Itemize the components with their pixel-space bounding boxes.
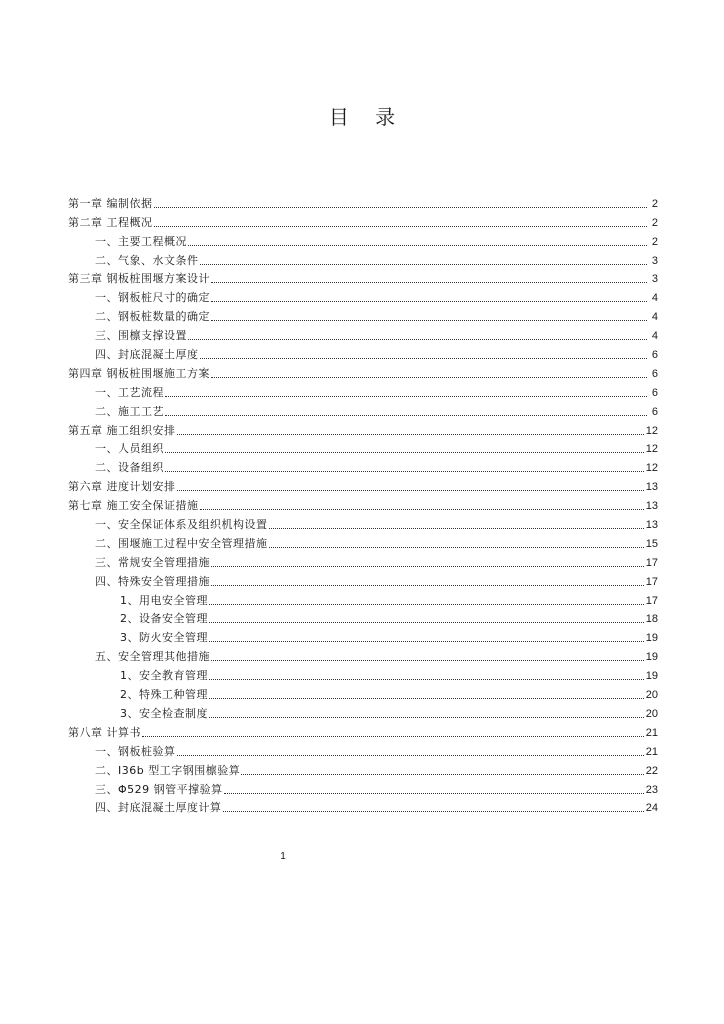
toc-dot-leader [269,528,644,529]
toc-dot-leader [209,604,644,605]
toc-entry-page: 3 [651,254,658,267]
toc-entry-label: 第一章 编制依据 [68,196,153,210]
toc-entry[interactable] [68,438,658,457]
toc-entry-page: 21 [645,745,658,758]
toc-entry[interactable] [68,759,658,778]
toc-dot-leader [269,547,644,548]
toc-entry-label: 五、安全管理其他措施 [95,650,210,664]
page-title: 目 录 [328,105,406,129]
toc-dot-leader [200,358,648,359]
toc-dot-leader [200,264,648,265]
toc-entry[interactable] [68,645,658,664]
toc-entry-label: 第七章 施工安全保证措施 [68,499,199,513]
toc-entry[interactable] [68,230,658,249]
toc-entry-label: 三、常规安全管理措施 [95,555,210,569]
toc-entry[interactable] [68,589,658,608]
toc-entry-page: 23 [645,783,658,796]
page-number: 1 [280,851,286,862]
toc-dot-leader [177,755,644,756]
toc-entry[interactable] [68,532,658,551]
toc-entry[interactable] [68,268,658,287]
toc-entry-page: 17 [645,575,658,588]
toc-dot-leader [211,377,647,378]
toc-entry-label: 三、Φ529 钢管平撑验算 [95,782,223,796]
toc-entry-label: 第八章 计算书 [68,725,141,739]
toc-entry-page: 17 [645,556,658,569]
toc-entry[interactable] [68,381,658,400]
toc-entry-label: 第六章 进度计划安排 [68,480,176,494]
toc-entry-page: 21 [645,726,658,739]
toc-dot-leader [211,566,644,567]
toc-entry-label: 2、特殊工种管理 [120,688,208,702]
toc-entry[interactable] [68,778,658,797]
toc-entry[interactable] [68,797,658,816]
toc-entry-page: 6 [651,349,658,362]
toc-dot-leader [165,396,647,397]
toc-entry-page: 19 [645,670,658,683]
toc-entry[interactable] [68,324,658,343]
toc-entry-page: 12 [645,424,658,437]
toc-entry-page: 12 [645,443,658,456]
toc-dot-leader [177,434,644,435]
toc-entry-label: 四、特殊安全管理措施 [95,574,210,588]
toc-entry[interactable] [68,721,658,740]
toc-dot-leader [211,301,647,302]
toc-entry[interactable] [68,683,658,702]
toc-entry-page: 2 [651,197,658,210]
toc-entry-page: 20 [645,707,658,720]
toc-entry-page: 13 [645,500,658,513]
toc-dot-leader [165,415,647,416]
toc-dot-leader [241,774,644,775]
toc-dot-leader [177,490,644,491]
toc-entry[interactable] [68,211,658,230]
toc-entry[interactable] [68,702,658,721]
toc-entry-label: 四、封底混凝土厚度 [95,348,199,362]
toc-entry-label: 一、工艺流程 [95,385,164,399]
toc-entry-label: 二、施工工艺 [95,404,164,418]
toc-dot-leader [209,622,644,623]
toc-dot-leader [200,509,644,510]
toc-dot-leader [142,736,644,737]
toc-entry[interactable] [68,456,658,475]
toc-entry[interactable] [68,513,658,532]
toc-entry-label: 二、钢板桩数量的确定 [95,310,210,324]
toc-dot-leader [209,698,644,699]
toc-entry[interactable] [68,343,658,362]
toc-entry-label: 二、设备组织 [95,461,164,475]
toc-entry-label: 第三章 钢板桩围堰方案设计 [68,272,210,286]
toc-dot-leader [165,452,644,453]
toc-entry[interactable] [68,192,658,211]
toc-entry-label: 1、安全教育管理 [120,669,208,683]
toc-entry-page: 4 [651,311,658,324]
toc-entry[interactable] [68,626,658,645]
toc-entry-page: 20 [645,689,658,702]
toc-entry[interactable] [68,419,658,438]
toc-entry[interactable] [68,664,658,683]
toc-entry[interactable] [68,362,658,381]
toc-entry[interactable] [68,400,658,419]
toc-entry-page: 4 [651,330,658,343]
toc-entry-page: 18 [645,613,658,626]
toc-dot-leader [154,207,648,208]
toc-dot-leader [209,717,644,718]
toc-dot-leader [165,471,644,472]
toc-entry-page: 2 [651,235,658,248]
toc-entry-page: 4 [651,292,658,305]
toc-entry-page: 22 [645,764,658,777]
toc-entry-page: 3 [651,273,658,286]
toc-entry-label: 三、围檩支撑设置 [95,329,187,343]
toc-entry[interactable] [68,305,658,324]
toc-entry[interactable] [68,570,658,589]
toc-entry-page: 2 [651,216,658,229]
toc-dot-leader [211,585,644,586]
toc-entry-label: 一、安全保证体系及组织机构设置 [95,518,268,532]
toc-dot-leader [188,339,647,340]
toc-entry-page: 19 [645,632,658,645]
toc-dot-leader [224,793,644,794]
toc-entry[interactable] [68,475,658,494]
toc-dot-leader [209,679,644,680]
toc-dot-leader [223,811,644,812]
toc-entry-page: 6 [651,367,658,380]
toc-entry-label: 第二章 工程概况 [68,215,153,229]
toc-entry-label: 二、气象、水文条件 [95,253,199,267]
toc-entry-page: 15 [645,537,658,550]
toc-entry-page: 6 [651,386,658,399]
toc-dot-leader [211,660,644,661]
toc-entry-label: 3、安全检查制度 [120,706,208,720]
toc-entry-page: 13 [645,481,658,494]
toc-entry[interactable] [68,494,658,513]
toc-entry[interactable] [68,551,658,570]
toc-entry-label: 第四章 钢板桩围堰施工方案 [68,366,210,380]
toc-dot-leader [211,320,647,321]
toc-entry-label: 四、封底混凝土厚度计算 [95,801,222,815]
toc-entry[interactable] [68,286,658,305]
toc-dot-leader [154,226,648,227]
toc-entry-label: 3、防火安全管理 [120,631,208,645]
toc-dot-leader [188,245,647,246]
toc-entry-page: 6 [651,405,658,418]
toc-entry-page: 24 [645,802,658,815]
toc-entry-label: 1、用电安全管理 [120,593,208,607]
toc-entry-label: 一、钢板桩验算 [95,744,176,758]
toc-entry-label: 第五章 施工组织安排 [68,423,176,437]
toc-entry-page: 13 [645,519,658,532]
table-of-contents [68,192,658,815]
toc-entry-page: 12 [645,462,658,475]
toc-entry-page: 19 [645,651,658,664]
toc-dot-leader [209,641,644,642]
toc-entry-label: 二、I36b 型工字钢围檩验算 [95,763,241,777]
toc-entry-page: 17 [645,594,658,607]
toc-entry-label: 2、设备安全管理 [120,612,208,626]
toc-entry-label: 一、主要工程概况 [95,234,187,248]
toc-entry-label: 一、钢板桩尺寸的确定 [95,291,210,305]
toc-entry-label: 一、人员组织 [95,442,164,456]
toc-entry[interactable] [68,608,658,627]
toc-entry-label: 二、围堰施工过程中安全管理措施 [95,536,268,550]
toc-entry[interactable] [68,740,658,759]
toc-dot-leader [211,282,647,283]
toc-entry[interactable] [68,249,658,268]
